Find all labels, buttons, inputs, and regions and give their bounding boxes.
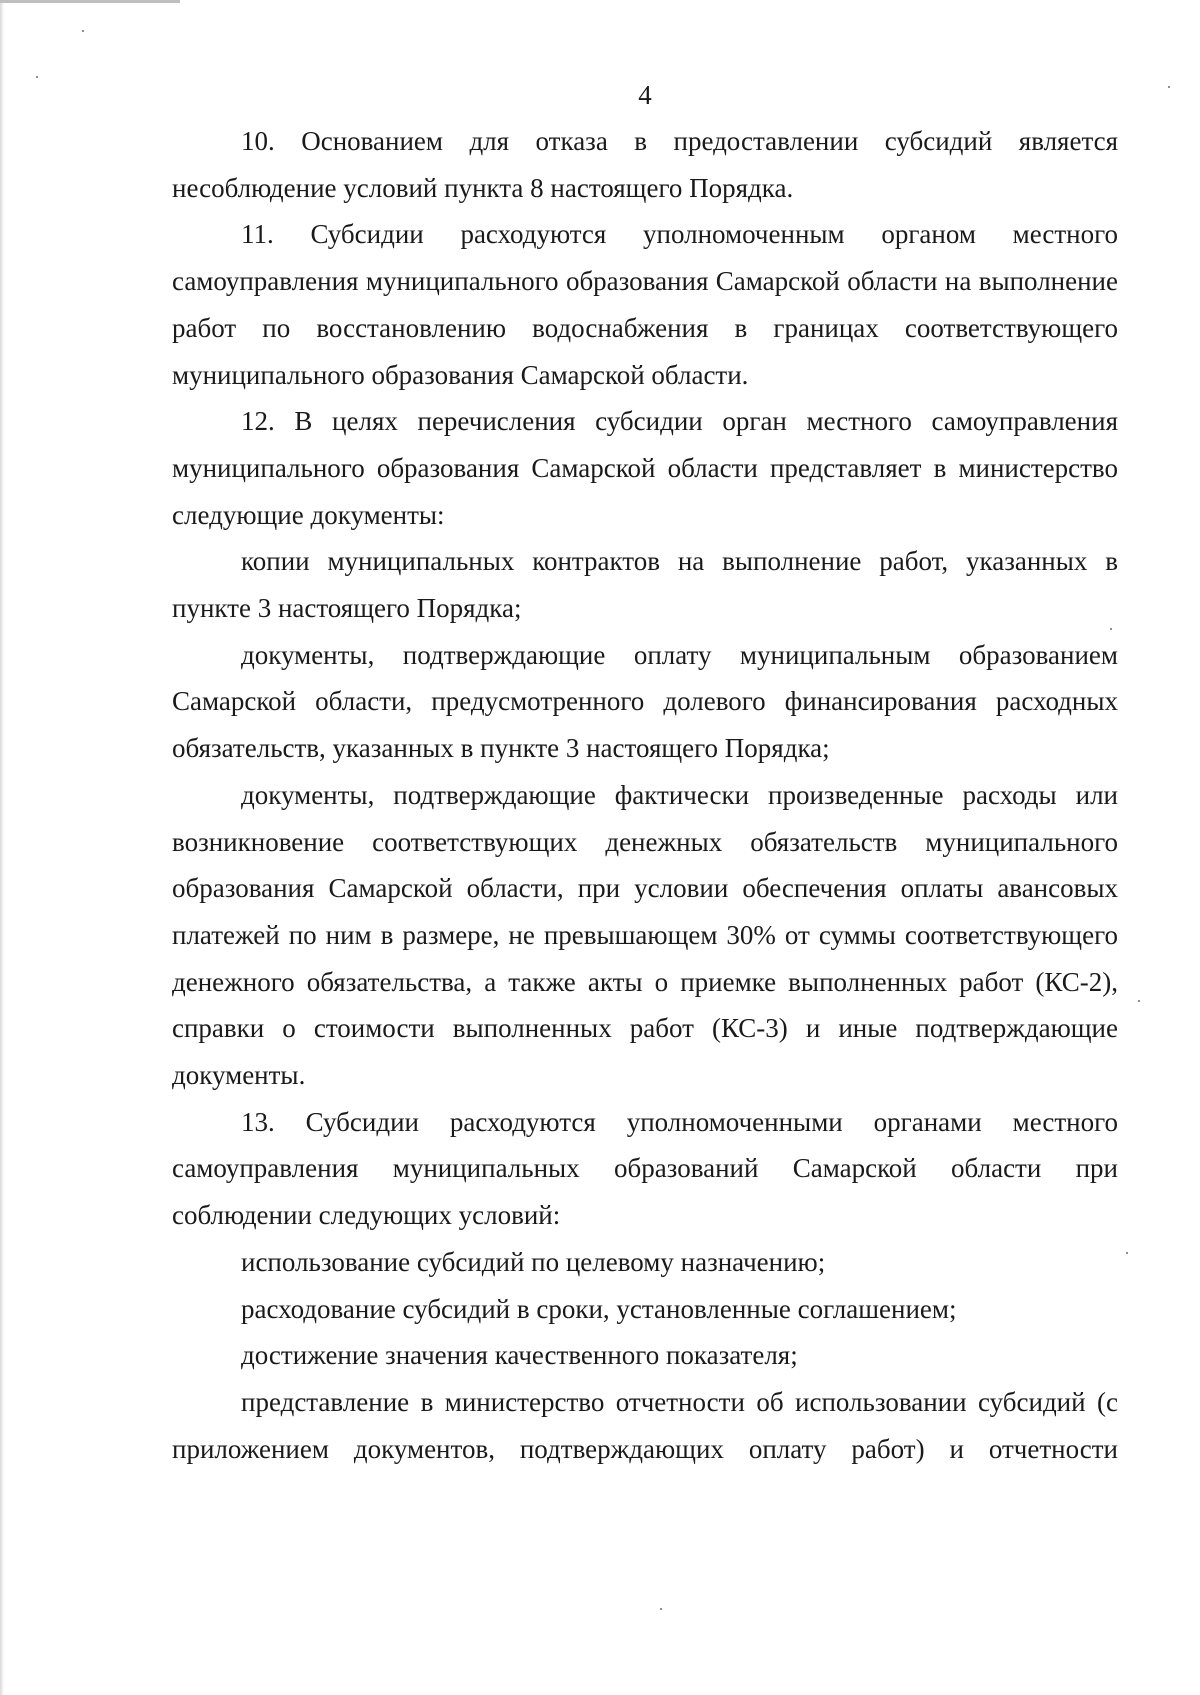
scan-speck (1126, 1252, 1128, 1254)
document-body (172, 118, 1118, 1472)
scan-speck (660, 1608, 662, 1610)
paragraph-13-item-indicator: достижение значения качественного показателя; (241, 1340, 798, 1371)
scan-speck (1138, 1000, 1140, 1002)
page-number: 4 (638, 80, 652, 110)
scan-top-line (0, 0, 180, 3)
scan-left-edge (0, 0, 4, 1695)
paragraph-12: 12. В целях перечисления субсидии орган местного самоуправления муниципального образования Самарской области представляет в министерство следующие документы: (172, 406, 1118, 530)
scan-speck (1110, 628, 1112, 630)
paragraph-13-item-deadlines: расходование субсидий в сроки, установленные соглашением; (241, 1293, 957, 1324)
paragraph-13-item-reporting: представление в министерство отчетности об использовании субсидий (с приложением документов, подтверждающих оплату работ) и отчетности (172, 1386, 1118, 1464)
scan-speck (82, 30, 84, 32)
paragraph-12-item-payment-docs: документы, подтверждающие оплату муниципальным образованием Самарской области, предусмотренного долевого финансирования расходных обязательств, указанных в пункте 3 настоящего Порядка; (172, 639, 1118, 764)
scan-speck (36, 76, 38, 78)
paragraph-12-item-expense-docs: документы, подтверждающие фактически произведенные расходы или возникновение соответствующих денежных обязательств муниципального образования Самарской области, при условии обеспечения оплаты авансовых платежей по ним в размере, не превышающем 30% от суммы соответствующего денежного обязательства, а также акты о приемке выполненных работ (КС-2), справки о стоимости выполненных работ (КС-3) и иные подтверждающие документы. (172, 779, 1118, 1091)
paragraph-13-item-targeted-use: использование субсидий по целевому назначению; (241, 1246, 826, 1277)
paragraph-10: 10. Основанием для отказа в предоставлении субсидий является несоблюдение условий пункта 8 настоящего Порядка. (172, 126, 1118, 203)
paragraph-11: 11. Субсидии расходуются уполномоченным органом местного самоуправления муниципального образования Самарской области на выполнение работ по восстановлению водоснабжения в границах соответствующего муниципального образования Самарской области. (172, 219, 1118, 390)
scan-speck (1168, 86, 1170, 88)
paragraph-13: 13. Субсидии расходуются уполномоченными органами местного самоуправления муниципальных образований Самарской области при соблюдении следующих условий: (172, 1106, 1118, 1231)
paragraph-12-item-contracts: копии муниципальных контрактов на выполнение работ, указанных в пункте 3 настоящего Порядка; (172, 546, 1118, 624)
